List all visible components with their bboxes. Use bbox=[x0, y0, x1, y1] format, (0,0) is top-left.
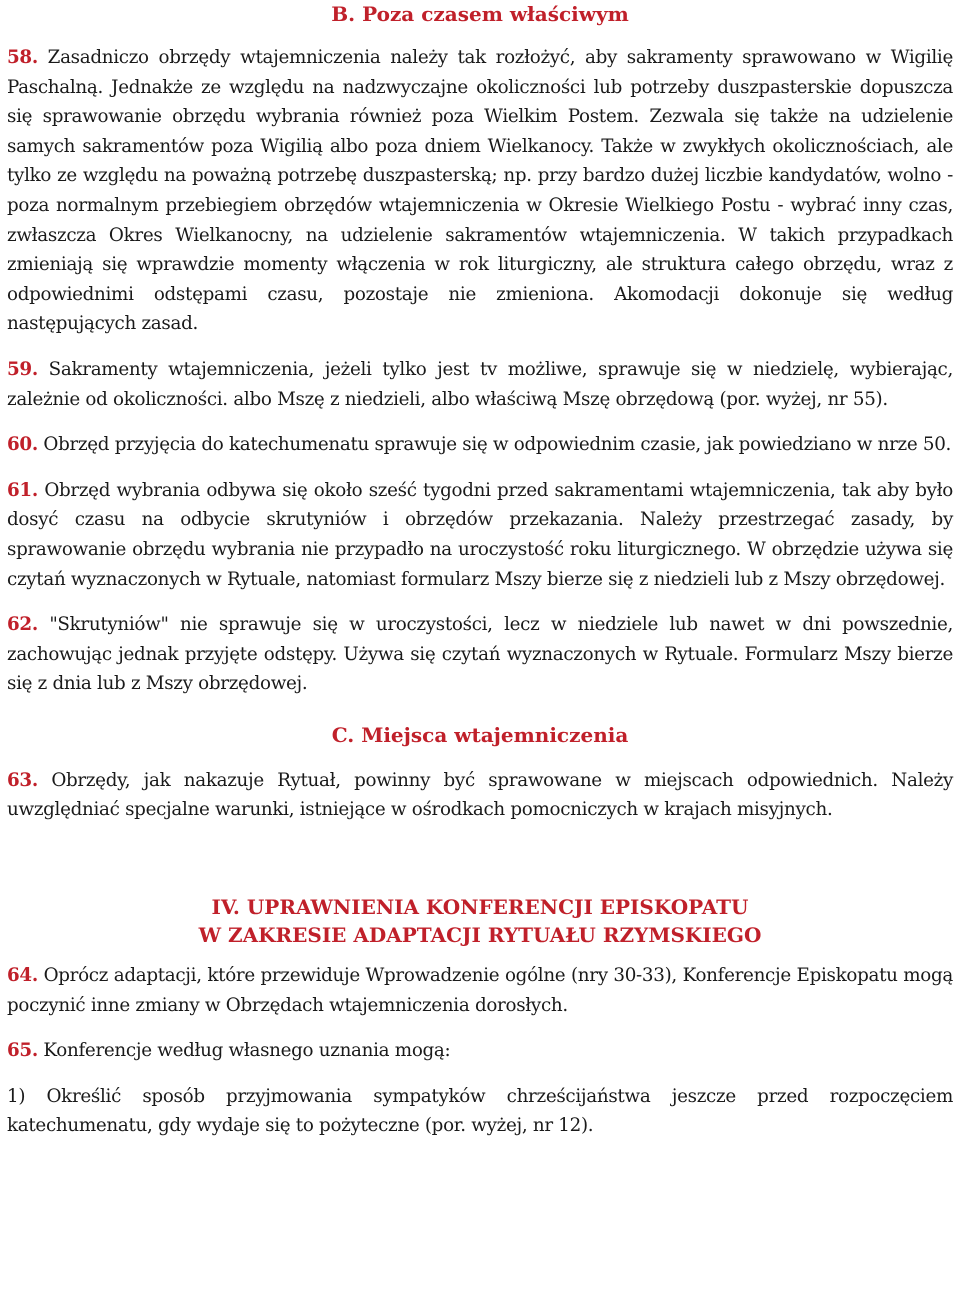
section-iv-heading-line1: IV. UPRAWNIENIA KONFERENCJI EPISKOPATU bbox=[211, 895, 749, 920]
paragraph-number: 58. bbox=[7, 47, 38, 68]
paragraph-62 bbox=[7, 610, 953, 699]
paragraph-text: Zasadniczo obrzędy wtajemniczenia należy tak rozłożyć, aby sakramenty sprawowano w Wigilię Paschalną. Jednakże ze względu na nadzwyczajne okoliczności lub potrzeby duszpasterskie dopuszcza się sprawowanie obrzędu wybrania również poza Wielkim Postem. Zezwala się także na udzielenie samych sakramentów poza Wigilią albo poza dniem Wielkanocy. Także w zwykłych okolicznościach, ale tylko ze względu na poważną potrzebę duszpasterską; np. przy bardzo dużej liczbie kandydatów, wolno - poza normalnym przebiegiem obrzędów wtajemniczenia w Okresie Wielkiego Postu - wybrać inny czas, zwłaszcza Okres Wielkanocny, na udzielenie sakramentów wtajemniczenia. W takich przypadkach zmieniają się wprawdzie momenty włączenia w rok liturgiczny, ale struktura całego obrzędu, wraz z odpowiednimi odstępami czasu, pozostaje nie zmieniona. Akomodacji dokonuje się według następujących zasad. bbox=[7, 47, 953, 335]
paragraph-number: 64. bbox=[7, 965, 38, 987]
paragraph-61 bbox=[7, 476, 953, 594]
paragraph-number: 63. bbox=[7, 769, 38, 791]
paragraph-text: "Skrutyniów" nie sprawuje się w uroczystości, lecz w niedziele lub nawet w dni powszednie, zachowując jednak przyjęte odstępy. Używa się czytań wyznaczonych w Rytuale. Formularz Mszy bierze się z dnia lub z Mszy obrzędowej. bbox=[7, 614, 953, 695]
paragraph-number: 61. bbox=[7, 479, 38, 501]
section-c-heading: C. Miejsca wtajemniczenia bbox=[331, 722, 629, 747]
paragraph-65 bbox=[7, 1036, 953, 1066]
paragraph-60 bbox=[7, 430, 953, 460]
section-iv-heading bbox=[7, 893, 953, 949]
paragraph-65-item-1 bbox=[7, 1082, 953, 1141]
paragraph-text: Obrzędy, jak nakazuje Rytuał, powinny być sprawowane w miejscach odpowiednich. Należy uwzględniać specjalne warunki, istniejące w ośrodkach pomocniczych w krajach misyjnych. bbox=[7, 769, 953, 821]
section-iv-heading-line2: W ZAKRESIE ADAPTACJI RYTUAŁU RZYMSKIEGO bbox=[198, 923, 762, 948]
paragraph-59 bbox=[7, 355, 953, 414]
paragraph-number: 62. bbox=[7, 614, 38, 636]
paragraph-text: Obrzęd wybrania odbywa się około sześć tygodni przed sakramentami wtajemniczenia, tak aby było dosyć czasu na odbycie skrutyniów i obrzędów przekazania. Należy przestrzegać zasady, by sprawowanie obrzędu wybrania nie przypadło na uroczystość roku liturgicznego. W obrzędzie używa się czytań wyznaczonych w Rytuale, natomiast formularz Mszy bierze się z niedzieli lub z Mszy obrzędowej. bbox=[7, 479, 953, 590]
paragraph-number: 59. bbox=[7, 358, 38, 380]
paragraph-63 bbox=[7, 766, 953, 825]
paragraph-64 bbox=[7, 961, 953, 1020]
paragraph-text: Sakramenty wtajemniczenia, jeżeli tylko jest tv możliwe, sprawuje się w niedzielę, wybierając, zależnie od okoliczności. albo Mszę z niedzieli, albo właściwą Mszę obrzędową (por. wyżej, nr 55). bbox=[7, 358, 953, 410]
paragraph-text: 1) Określić sposób przyjmowania sympatyków chrześcijaństwa jeszcze przed rozpoczęciem katechumenatu, gdy wydaje się to pożyteczne (por. wyżej, nr 12). bbox=[7, 1085, 953, 1137]
paragraph-number: 65. bbox=[7, 1040, 38, 1062]
paragraph-58 bbox=[7, 43, 953, 339]
paragraph-number: 60. bbox=[7, 434, 38, 456]
paragraph-text: Konferencje według własnego uznania mogą: bbox=[43, 1040, 451, 1062]
section-b-heading: B. Poza czasem właściwym bbox=[331, 2, 629, 26]
paragraph-text: Oprócz adaptacji, które przewiduje Wprowadzenie ogólne (nry 30-33), Konferencje Episkopatu mogą poczynić inne zmiany w Obrzędach wtajemniczenia dorosłych. bbox=[7, 965, 953, 1016]
paragraph-text: Obrzęd przyjęcia do katechumenatu sprawuje się w odpowiednim czasie, jak powiedziano w nrze 50. bbox=[43, 434, 952, 456]
